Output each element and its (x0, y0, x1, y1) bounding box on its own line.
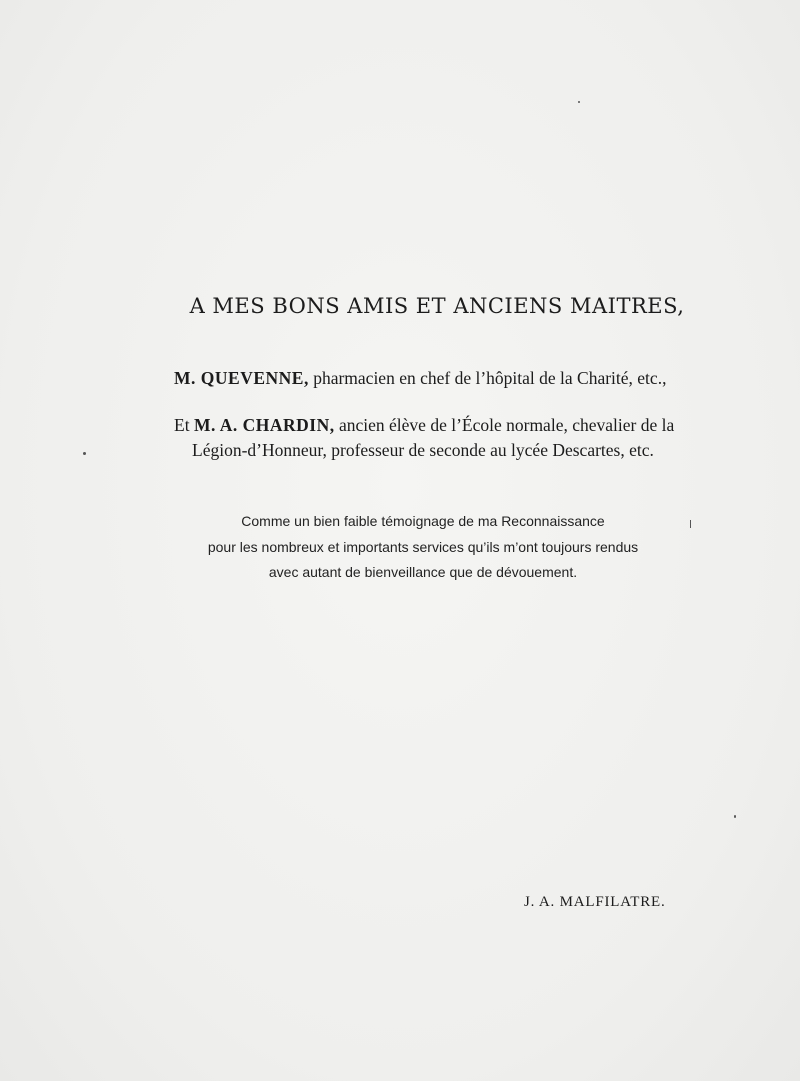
dedicatee-title: ancien élève de l’École normale, chevalier de la (334, 415, 675, 435)
dedicatee-chardin-continuation: Légion-d’Honneur, professeur de seconde au lycée Descartes, etc. (192, 440, 654, 460)
gratitude-note-line: avec autant de bienveillance que de dévouement. (268, 564, 578, 580)
dedicatee-name: M. A. CHARDIN, (193, 415, 335, 435)
dedicatee-name: M. QUEVENNE, (174, 368, 309, 388)
dedicatee-chardin (174, 415, 674, 436)
author-signature: J. A. MALFILATRE. (524, 894, 666, 910)
gratitude-note-line: Comme un bien faible témoignage de ma Reconnaissance (241, 513, 605, 529)
dedicatee-prefix: Et (174, 415, 194, 435)
dedicatee-quevenne (174, 368, 666, 389)
paper-speck (734, 815, 736, 818)
dedicatee-title: pharmacien en chef de l’hôpital de la Charité, etc., (308, 368, 667, 388)
dedication-heading: A MES BONS AMIS ET ANCIENS MAITRES, (189, 294, 685, 318)
paper-speck (690, 520, 691, 528)
paper-speck (83, 452, 86, 455)
paper-speck (578, 101, 580, 103)
gratitude-note-line: pour les nombreux et importants services qu’ils m’ont toujours rendus (207, 539, 639, 555)
